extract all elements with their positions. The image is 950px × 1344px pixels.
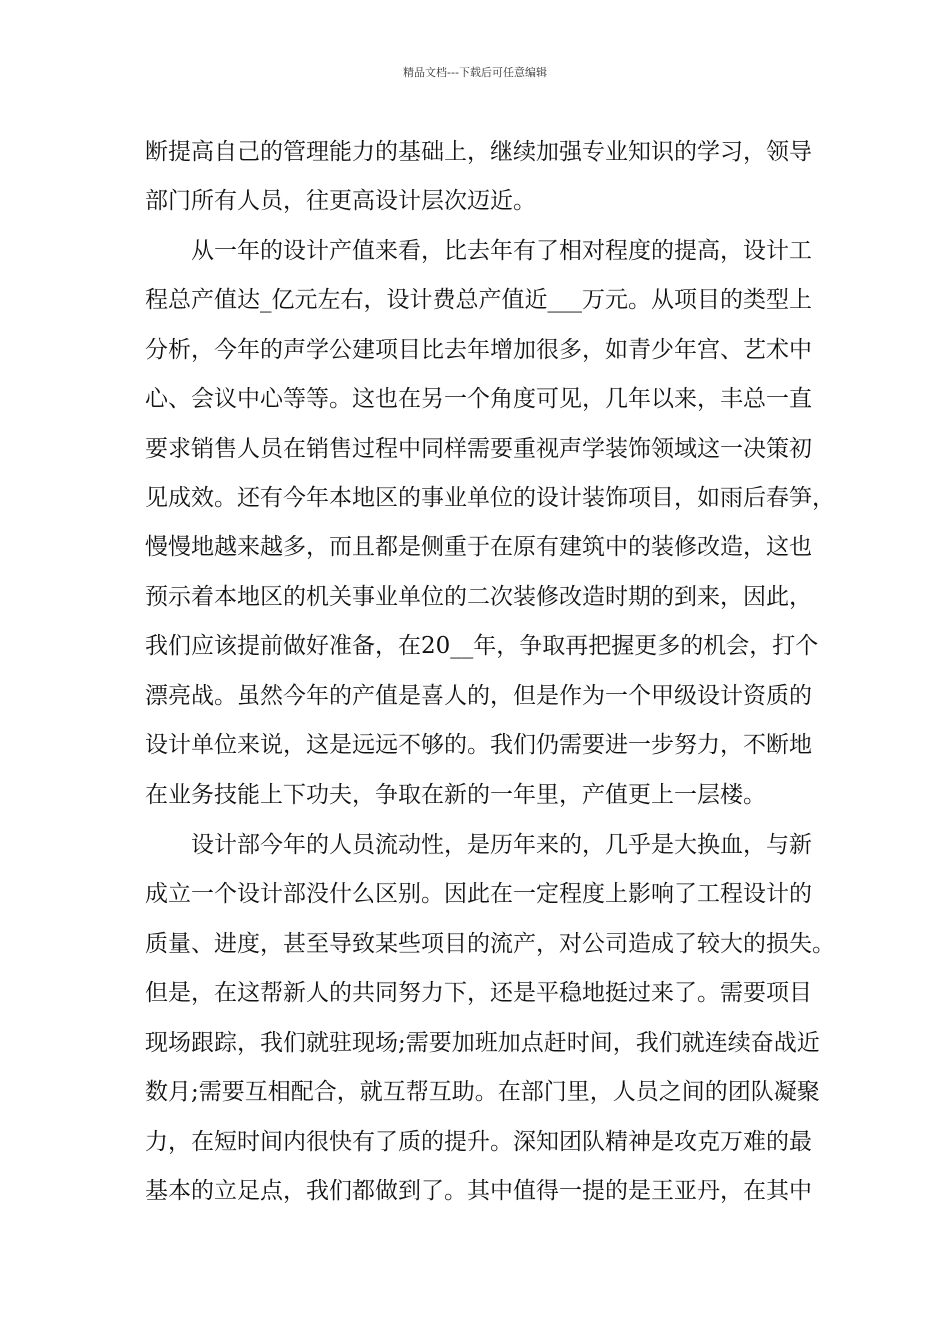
text-line: 现场跟踪，我们就驻现场;需要加班加点赶时间，我们就连续奋战近 [145,1030,820,1056]
text-line: 力，在短时间内很快有了质的提升。深知团队精神是攻克万难的最 [145,1129,812,1155]
text-line: 分析，今年的声学公建项目比去年增加很多，如青少年宫、艺术中 [145,337,812,363]
text-line: 预示着本地区的机关事业单位的二次装修改造时期的到来，因此， [145,584,812,610]
text-line: 我们应该提前做好准备，在20__年，争取再把握更多的机会，打个 [145,633,819,659]
text-line: 漂亮战。虽然今年的产值是喜人的，但是作为一个甲级设计资质的 [145,683,812,709]
text-line: 但是，在这帮新人的共同努力下，还是平稳地挺过来了。需要项目 [145,980,812,1006]
text-line: 部门所有人员，往更高设计层次迈近。 [145,188,536,214]
text-line: 在业务技能上下功夫，争取在新的一年里，产值更上一层楼。 [145,782,766,808]
text-line: 数月;需要互相配合，就互帮互助。在部门里，人员之间的团队凝聚 [145,1079,820,1105]
text-line: 要求销售人员在销售过程中同样需要重视声学装饰领域这一决策初 [145,436,812,462]
text-line: 从一年的设计产值来看，比去年有了相对程度的提高，设计工 [145,238,812,264]
text-line: 慢慢地越来越多，而且都是侧重于在原有建筑中的装修改造，这也 [145,534,812,560]
text-line: 断提高自己的管理能力的基础上，继续加强专业知识的学习，领导 [145,139,812,165]
text-line: 设计单位来说，这是远远不够的。我们仍需要进一步努力，不断地 [145,732,812,758]
text-line: 心、会议中心等等。这也在另一个角度可见，几年以来，丰总一直 [145,386,812,412]
text-line: 基本的立足点，我们都做到了。其中值得一提的是王亚丹，在其中 [145,1178,812,1204]
text-line: 成立一个设计部没什么区别。因此在一定程度上影响了工程设计的 [145,881,812,907]
text-line: 设计部今年的人员流动性，是历年来的，几乎是大换血，与新 [145,832,812,858]
text-line: 程总产值达_亿元左右，设计费总产值近___万元。从项目的类型上 [145,287,812,313]
text-line: 见成效。还有今年本地区的事业单位的设计装饰项目，如雨后春笋， [145,485,835,511]
page-header: 精品文档---下载后可任意编辑 [403,66,547,79]
text-line: 质量、进度，甚至导致某些项目的流产，对公司造成了较大的损失。 [145,931,835,957]
